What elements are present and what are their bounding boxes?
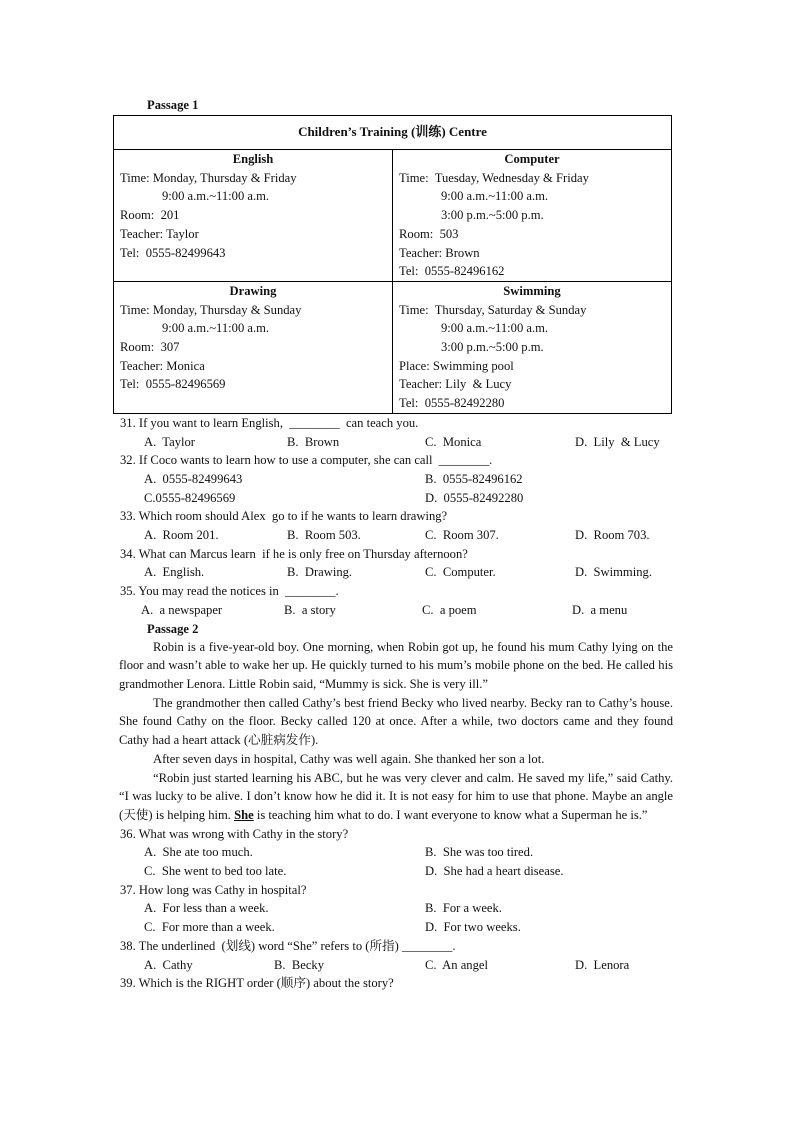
swimming-hours-pm: 3:00 p.m.~5:00 p.m. (441, 340, 544, 355)
computer-teacher: Teacher: Brown (399, 245, 480, 260)
option-c: C. An angel (425, 957, 488, 972)
answer-options (144, 470, 674, 489)
subject-computer: Computer (504, 152, 560, 166)
english-cell (114, 150, 393, 282)
subject-swimming: Swimming (503, 283, 561, 298)
quote-text-end: is teaching him what to do. I want everyone to know what a Superman he is.” (253, 807, 648, 822)
answer-options (144, 899, 674, 918)
drawing-teacher: Teacher: Monica (120, 358, 205, 373)
swimming-place: Place: Swimming pool (399, 358, 514, 373)
option-a: A. Cathy (144, 957, 193, 972)
option-c: C. Room 307. (425, 528, 499, 543)
option-b: B. 0555-82496162 (425, 471, 523, 486)
question-text: 32. If Coco wants to learn how to use a computer, she can call ________. (120, 453, 493, 468)
option-d: D. Swimming. (575, 565, 652, 580)
swimming-time: Time: Thursday, Saturday & Sunday (399, 302, 587, 317)
question-text: 39. Which is the RIGHT order (顺序) about the story? (120, 976, 394, 991)
answer-options (144, 433, 674, 452)
story-paragraph-1: Robin is a five-year-old boy. One morning, when Robin got up, he found his mum Cathy lying on the floor and wasn’t able to wake her up. He quickly turned to his mum’s mobile phone on the bed. He called his grandmother Lenora. Little Robin said, “Mummy is sick. She is very ill.” (119, 639, 673, 691)
computer-tel: Tel: 0555-82496162 (399, 264, 505, 279)
story-paragraph-4 (119, 769, 673, 825)
drawing-hours: 9:00 a.m.~11:00 a.m. (162, 321, 270, 336)
answer-options (144, 862, 674, 881)
option-d: D. For two weeks. (425, 920, 521, 935)
option-a: A. Room 201. (144, 528, 219, 543)
option-a: A. For less than a week. (144, 901, 269, 916)
question-text: 38. The underlined (划线) word “She” refers to (所指) ________. (120, 938, 456, 953)
question-text: 35. You may read the notices in ________. (120, 584, 339, 599)
underlined-word-she: She (234, 807, 254, 822)
option-d: D. Room 703. (575, 528, 650, 543)
computer-cell (393, 150, 672, 282)
question-39 (113, 974, 674, 993)
answer-options (144, 563, 674, 582)
option-a: A. Taylor (144, 434, 196, 449)
option-d: D. Lenora (575, 957, 630, 972)
question-text: 34. What can Marcus learn if he is only free on Thursday afternoon? (120, 546, 468, 561)
answer-options (144, 843, 674, 862)
question-33 (113, 507, 674, 544)
option-c: C. Computer. (425, 565, 496, 580)
option-b: B. Brown (287, 434, 340, 449)
table-title: Children’s Training (训练) Centre (114, 116, 672, 150)
answer-options (144, 526, 674, 545)
answer-options (144, 918, 674, 937)
subject-english: English (232, 152, 274, 166)
question-text: 31. If you want to learn English, ________ can teach you. (120, 415, 419, 430)
english-teacher: Teacher: Taylor (120, 226, 199, 241)
story-paragraph-3: After seven days in hospital, Cathy was well again. She thanked her son a lot. (153, 751, 545, 766)
passage2-label: Passage 2 (147, 621, 199, 636)
quote-text-start: “Robin just started learning his ABC, but he was very clever and calm. He saved my life,” said Cathy. “I was lucky to be alive. I don’t know how he did it. It is not easy for him to use that phone. Maybe an angle (天使) is helping him. (119, 770, 673, 822)
computer-hours-pm: 3:00 p.m.~5:00 p.m. (441, 208, 544, 223)
question-text: 33. Which room should Alex go to if he wants to learn drawing? (120, 509, 448, 524)
computer-hours-am: 9:00 a.m.~11:00 a.m. (441, 189, 549, 204)
option-d: D. 0555-82492280 (425, 490, 524, 505)
answer-options (141, 601, 674, 620)
drawing-tel: Tel: 0555-82496569 (120, 377, 226, 392)
answer-options (144, 489, 674, 508)
drawing-cell (114, 281, 393, 413)
swimming-cell (393, 281, 672, 413)
option-c: C. For more than a week. (144, 920, 275, 935)
question-38 (113, 937, 674, 974)
option-b: B. a story (284, 602, 336, 617)
option-b: B. Room 503. (287, 528, 361, 543)
question-37 (113, 881, 674, 937)
swimming-tel: Tel: 0555-82492280 (399, 396, 505, 411)
training-centre-table (113, 115, 672, 414)
option-b: B. For a week. (425, 901, 502, 916)
option-b: B. She was too tired. (425, 845, 534, 860)
subject-drawing: Drawing (229, 283, 277, 298)
option-c: C.0555-82496569 (144, 490, 236, 505)
option-a: A. a newspaper (141, 602, 223, 617)
option-d: D. Lily & Lucy (575, 434, 660, 449)
drawing-time: Time: Monday, Thursday & Sunday (120, 302, 302, 317)
question-text: 37. How long was Cathy in hospital? (120, 882, 307, 897)
computer-time: Time: Tuesday, Wednesday & Friday (399, 170, 589, 185)
question-35 (113, 582, 674, 619)
question-text: 36. What was wrong with Cathy in the story? (120, 826, 349, 841)
question-31 (113, 414, 674, 451)
option-a: A. 0555-82499643 (144, 471, 243, 486)
swimming-hours-am: 9:00 a.m.~11:00 a.m. (441, 321, 549, 336)
passage1-label: Passage 1 (147, 98, 199, 112)
english-time: Time: Monday, Thursday & Friday (120, 170, 297, 185)
english-room: Room: 201 (120, 208, 180, 223)
story-paragraph-2: The grandmother then called Cathy’s best friend Becky who lived nearby. Becky ran to Cathy’s house. She found Cathy on the floor. Becky called 120 at once. After a while, two doctors came and they found Cathy had a heart attack (心脏病发作). (119, 695, 673, 748)
drawing-room: Room: 307 (120, 340, 180, 355)
option-a: A. English. (144, 565, 205, 580)
swimming-teacher: Teacher: Lily & Lucy (399, 377, 512, 392)
question-34 (113, 545, 674, 582)
computer-room: Room: 503 (399, 226, 459, 241)
question-32 (113, 451, 674, 507)
worksheet-page (113, 96, 674, 993)
option-a: A. She ate too much. (144, 845, 253, 860)
option-c: C. a poem (422, 602, 477, 617)
option-c: C. Monica (425, 434, 482, 449)
option-b: B. Becky (274, 957, 325, 972)
option-b: B. Drawing. (287, 565, 353, 580)
option-c: C. She went to bed too late. (144, 864, 287, 879)
question-36 (113, 825, 674, 881)
option-d: D. She had a heart disease. (425, 864, 564, 879)
english-tel: Tel: 0555-82499643 (120, 245, 226, 260)
option-d: D. a menu (572, 602, 628, 617)
english-hours: 9:00 a.m.~11:00 a.m. (162, 189, 270, 204)
answer-options (144, 956, 674, 975)
